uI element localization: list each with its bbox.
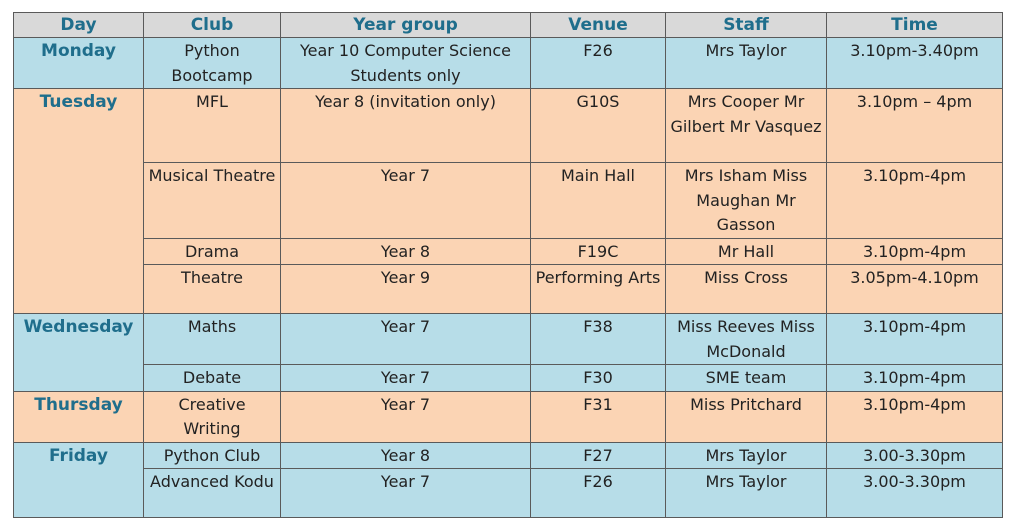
table-row bbox=[14, 163, 1003, 239]
venue-cell: G10S bbox=[531, 89, 666, 163]
header-time: Time bbox=[827, 13, 1003, 38]
club-cell: Maths bbox=[144, 314, 281, 365]
header-venue: Venue bbox=[531, 13, 666, 38]
header-club: Club bbox=[144, 13, 281, 38]
year-group-cell: Year 7 bbox=[281, 391, 531, 442]
day-thursday: Thursday bbox=[14, 391, 144, 442]
header-day: Day bbox=[14, 13, 144, 38]
day-friday: Friday bbox=[14, 442, 144, 518]
staff-cell: Miss Cross bbox=[666, 265, 827, 314]
year-group-cell: Year 7 bbox=[281, 163, 531, 239]
club-cell: Debate bbox=[144, 365, 281, 392]
year-group-cell: Year 7 bbox=[281, 365, 531, 392]
time-cell: 3.10pm-4pm bbox=[827, 314, 1003, 365]
time-cell: 3.10pm-4pm bbox=[827, 163, 1003, 239]
club-cell: Musical Theatre bbox=[144, 163, 281, 239]
venue-cell: F26 bbox=[531, 469, 666, 518]
time-cell: 3.10pm-4pm bbox=[827, 238, 1003, 265]
club-cell: Python Club bbox=[144, 442, 281, 469]
club-cell: Drama bbox=[144, 238, 281, 265]
year-group-cell: Year 9 bbox=[281, 265, 531, 314]
year-group-cell: Year 8 bbox=[281, 442, 531, 469]
staff-cell: Miss Pritchard bbox=[666, 391, 827, 442]
staff-cell: Mr Hall bbox=[666, 238, 827, 265]
staff-cell: Mrs Taylor bbox=[666, 38, 827, 89]
staff-cell: Mrs Taylor bbox=[666, 469, 827, 518]
table-row bbox=[14, 238, 1003, 265]
day-tuesday: Tuesday bbox=[14, 89, 144, 314]
time-cell: 3.05pm-4.10pm bbox=[827, 265, 1003, 314]
venue-cell: F26 bbox=[531, 38, 666, 89]
year-group-cell: Year 8 bbox=[281, 238, 531, 265]
staff-cell: SME team bbox=[666, 365, 827, 392]
staff-cell: Mrs Cooper Mr Gilbert Mr Vasquez bbox=[666, 89, 827, 163]
table-row bbox=[14, 391, 1003, 442]
venue-cell: Performing Arts bbox=[531, 265, 666, 314]
header-staff: Staff bbox=[666, 13, 827, 38]
year-group-cell: Year 7 bbox=[281, 314, 531, 365]
time-cell: 3.00-3.30pm bbox=[827, 469, 1003, 518]
table-row bbox=[14, 442, 1003, 469]
staff-cell: Mrs Isham Miss Maughan Mr Gasson bbox=[666, 163, 827, 239]
year-group-cell: Year 8 (invitation only) bbox=[281, 89, 531, 163]
venue-cell: F30 bbox=[531, 365, 666, 392]
table-row bbox=[14, 265, 1003, 314]
time-cell: 3.10pm – 4pm bbox=[827, 89, 1003, 163]
time-cell: 3.10pm-4pm bbox=[827, 391, 1003, 442]
year-group-cell: Year 7 bbox=[281, 469, 531, 518]
staff-cell: Mrs Taylor bbox=[666, 442, 827, 469]
club-cell: Python Bootcamp bbox=[144, 38, 281, 89]
venue-cell: F19C bbox=[531, 238, 666, 265]
table-row bbox=[14, 314, 1003, 365]
year-group-cell: Year 10 Computer Science Students only bbox=[281, 38, 531, 89]
venue-cell: F38 bbox=[531, 314, 666, 365]
time-cell: 3.10pm-3.40pm bbox=[827, 38, 1003, 89]
staff-cell: Miss Reeves Miss McDonald bbox=[666, 314, 827, 365]
time-cell: 3.10pm-4pm bbox=[827, 365, 1003, 392]
table-row bbox=[14, 38, 1003, 89]
table-row bbox=[14, 469, 1003, 518]
club-cell: Creative Writing bbox=[144, 391, 281, 442]
clubs-timetable bbox=[13, 12, 1003, 518]
header-year-group: Year group bbox=[281, 13, 531, 38]
club-cell: Advanced Kodu bbox=[144, 469, 281, 518]
day-monday: Monday bbox=[14, 38, 144, 89]
table-row bbox=[14, 365, 1003, 392]
venue-cell: F31 bbox=[531, 391, 666, 442]
venue-cell: F27 bbox=[531, 442, 666, 469]
club-cell: Theatre bbox=[144, 265, 281, 314]
table-row bbox=[14, 89, 1003, 163]
venue-cell: Main Hall bbox=[531, 163, 666, 239]
day-wednesday: Wednesday bbox=[14, 314, 144, 392]
time-cell: 3.00-3.30pm bbox=[827, 442, 1003, 469]
header-row bbox=[14, 13, 1003, 38]
club-cell: MFL bbox=[144, 89, 281, 163]
